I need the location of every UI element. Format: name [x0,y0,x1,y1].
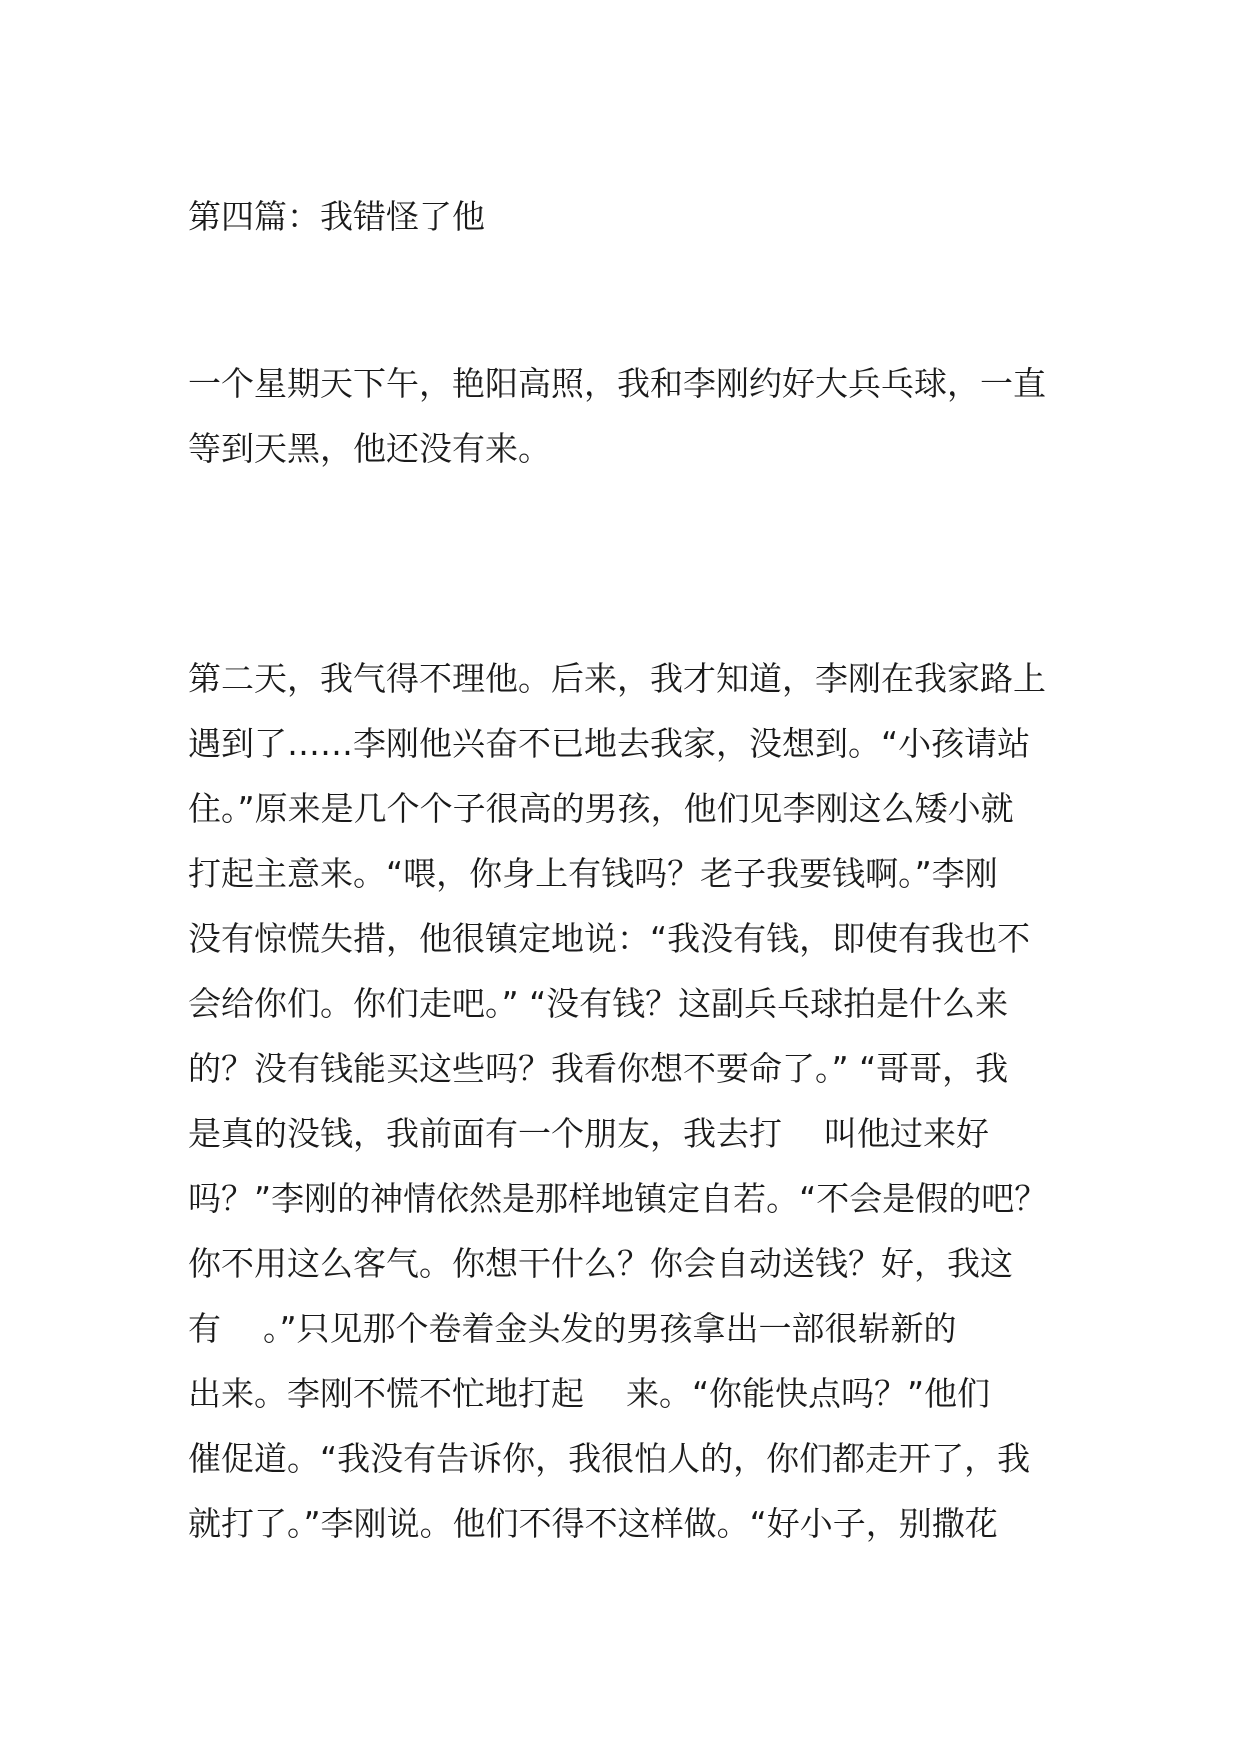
paragraph-line: 就打了。”李刚说。他们不得不这样做。“好小子，别撒花 [188,1504,998,1543]
paragraph-line: 遇到了……李刚他兴奋不已地去我家，没想到。“小孩请站 [188,724,1031,763]
paragraph-line: 的？没有钱能买这些吗？我看你想不要命了。” “哥哥，我 [188,1049,1009,1088]
paragraph-line: 是真的没钱，我前面有一个朋友，我去打 叫他过来好 [188,1114,989,1153]
paragraph-line: 打起主意来。“喂，你身上有钱吗？老子我要钱啊。”李刚 [188,854,998,893]
paragraph-line: 等到天黑，他还没有来。 [188,429,551,468]
paragraph-line: 催促道。“我没有告诉你，我很怕人的，你们都走开了，我 [188,1439,1031,1478]
paragraph-line: 出来。李刚不慌不忙地打起 来。“你能快点吗？”他们 [188,1374,991,1413]
paragraph-line: 会给你们。你们走吧。” “没有钱？这副兵乓球拍是什么来 [188,984,1009,1023]
paragraph-line: 第二天，我气得不理他。后来，我才知道，李刚在我家路上 [188,659,1046,698]
paragraph-line: 一个星期天下午，艳阳高照，我和李刚约好大兵乓球，一直 [188,364,1046,403]
paragraph-line: 住。”原来是几个个子很高的男孩，他们见李刚这么矮小就 [188,789,1014,828]
article-title: 第四篇：我错怪了他 [188,197,485,236]
paragraph-line: 有 。”只见那个卷着金头发的男孩拿出一部很崭新的 [188,1309,957,1348]
paragraph-line: 吗？”李刚的神情依然是那样地镇定自若。“不会是假的吧？ [188,1179,1048,1218]
paragraph-line: 你不用这么客气。你想干什么？你会自动送钱？好，我这 [188,1244,1013,1283]
paragraph-2 [188,656,1068,1566]
paragraph-1 [188,361,1068,491]
paragraph-line: 没有惊慌失措，他很镇定地说：“我没有钱，即使有我也不 [188,919,1031,958]
